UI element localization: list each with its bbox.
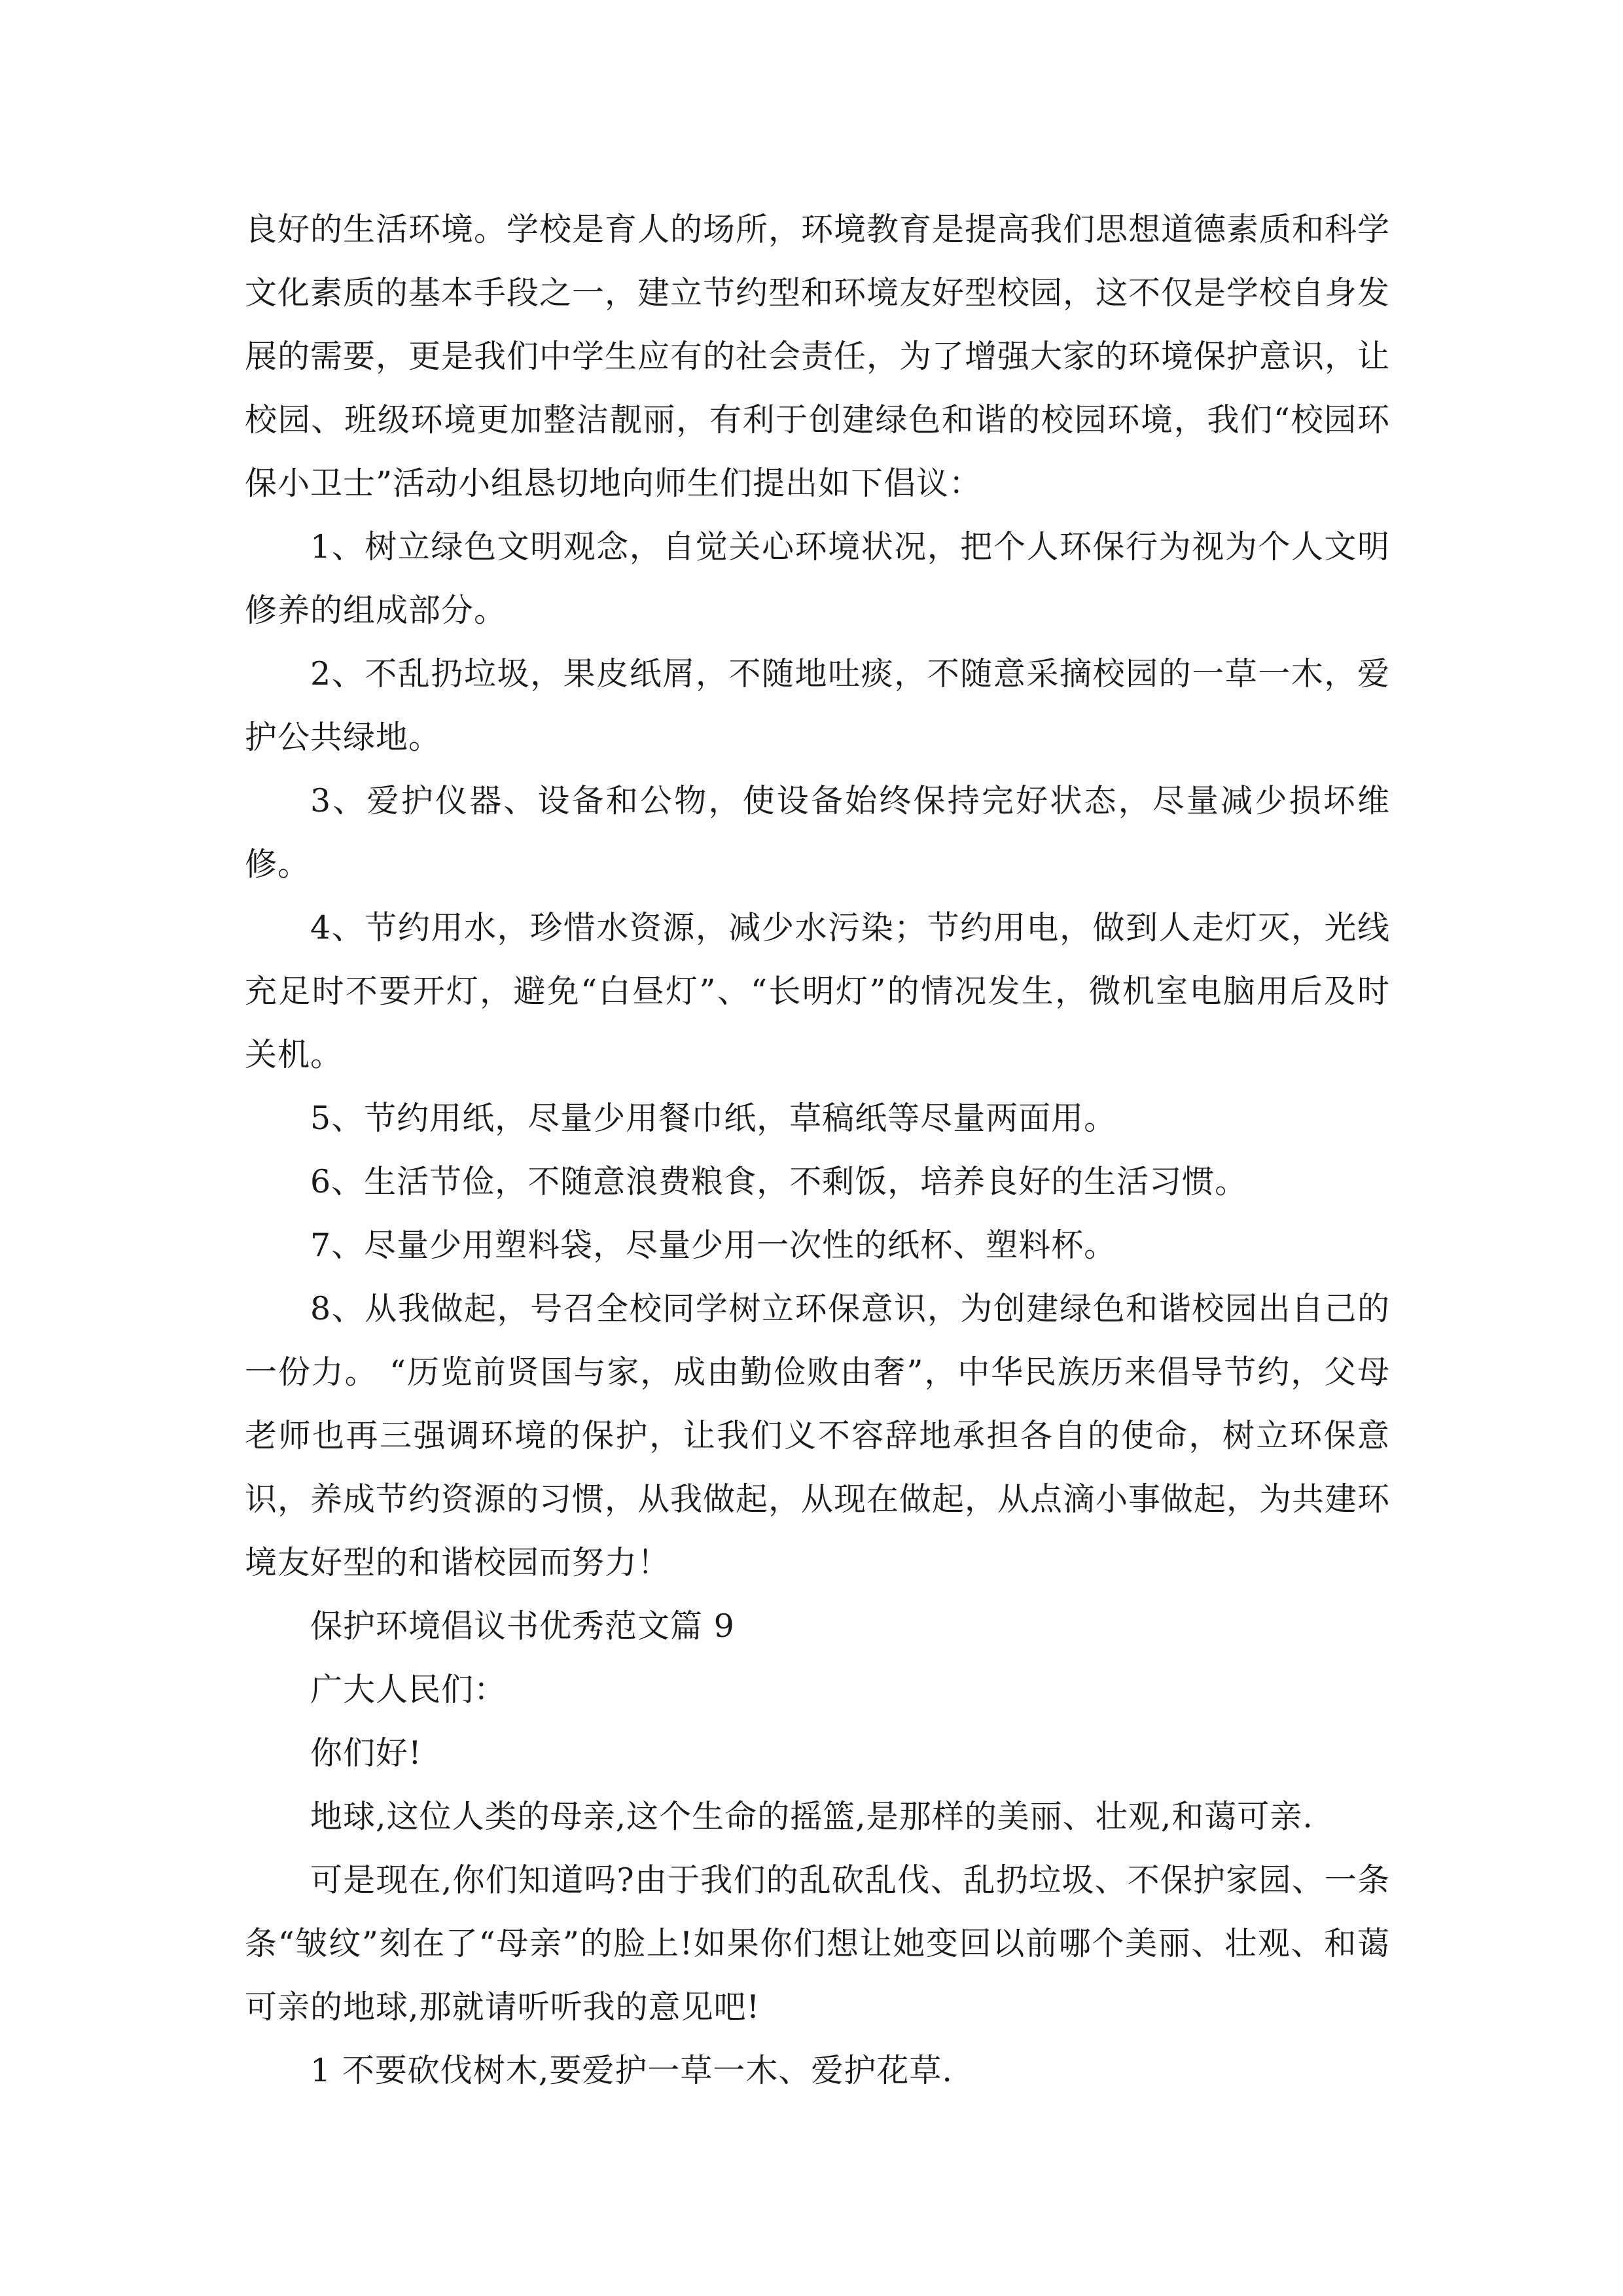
section-title: 保护环境倡议书优秀范文篇 9 — [310, 1607, 735, 1645]
salutation: 广大人民们： — [310, 1671, 507, 1708]
suggestion-item-1: 1 不要砍伐树木,要爱护一草一木、爱护花草. — [310, 2052, 953, 2089]
proposal-item-4: 4、节约用水，珍惜水资源，减少水污染；节约用电，做到人走灯灭，光线充足时不要开灯，避免“白昼灯”、“长明灯”的情况发生，微机室电脑用后及时关机。 — [245, 909, 1390, 1073]
document-body — [245, 198, 1390, 2102]
paragraph-current-situation: 可是现在,你们知道吗?由于我们的乱砍乱伐、乱扔垃圾、不保护家园、一条条“皱纹”刻在了“母亲”的脸上!如果你们想让她变回以前哪个美丽、壮观、和蔼可亲的地球,那就请听听我的意见吧! — [245, 1861, 1390, 2026]
proposal-item-7: 7、尽量少用塑料袋，尽量少用一次性的纸杯、塑料杯。 — [310, 1227, 1117, 1264]
proposal-item-6: 6、生活节俭，不随意浪费粮食，不剩饭，培养良好的生活习惯。 — [310, 1163, 1248, 1200]
proposal-item-3: 3、爱护仪器、设备和公物，使设备始终保持完好状态，尽量减少损坏维修。 — [245, 782, 1390, 883]
greeting: 你们好! — [310, 1734, 422, 1772]
paragraph-intro: 良好的生活环境。学校是育人的场所，环境教育是提高我们思想道德素质和科学文化素质的基本手段之一，建立节约型和环境友好型校园，这不仅是学校自身发展的需要，更是我们中学生应有的社会责任，为了增强大家的环境保护意识，让校园、班级环境更加整洁靓丽，有利于创建绿色和谐的校园环境，我们“校园环保小卫士”活动小组恳切地向师生们提出如下倡议： — [245, 211, 1391, 502]
proposal-item-8: 8、从我做起，号召全校同学树立环保意识，为创建绿色和谐校园出自己的一份力。 “历览前贤国与家，成由勤俭败由奢”，中华民族历来倡导节约，父母老师也再三强调环境的保护，让我们义不容辞地承担各自的使命，树立环保意识，养成节约资源的习惯，从我做起，从现在做起，从点滴小事做起，为共建环境友好型的和谐校园而努力！ — [245, 1290, 1391, 1581]
proposal-item-2: 2、不乱扔垃圾，果皮纸屑，不随地吐痰，不随意采摘校园的一草一木，爱护公共绿地。 — [245, 655, 1390, 756]
paragraph-earth: 地球,这位人类的母亲,这个生命的摇篮,是那样的美丽、壮观,和蔼可亲. — [310, 1798, 1313, 1835]
proposal-item-5: 5、节约用纸，尽量少用餐巾纸，草稿纸等尽量两面用。 — [310, 1100, 1117, 1137]
proposal-item-1: 1、树立绿色文明观念，自觉关心环境状况，把个人环保行为视为个人文明修养的组成部分。 — [245, 528, 1390, 629]
